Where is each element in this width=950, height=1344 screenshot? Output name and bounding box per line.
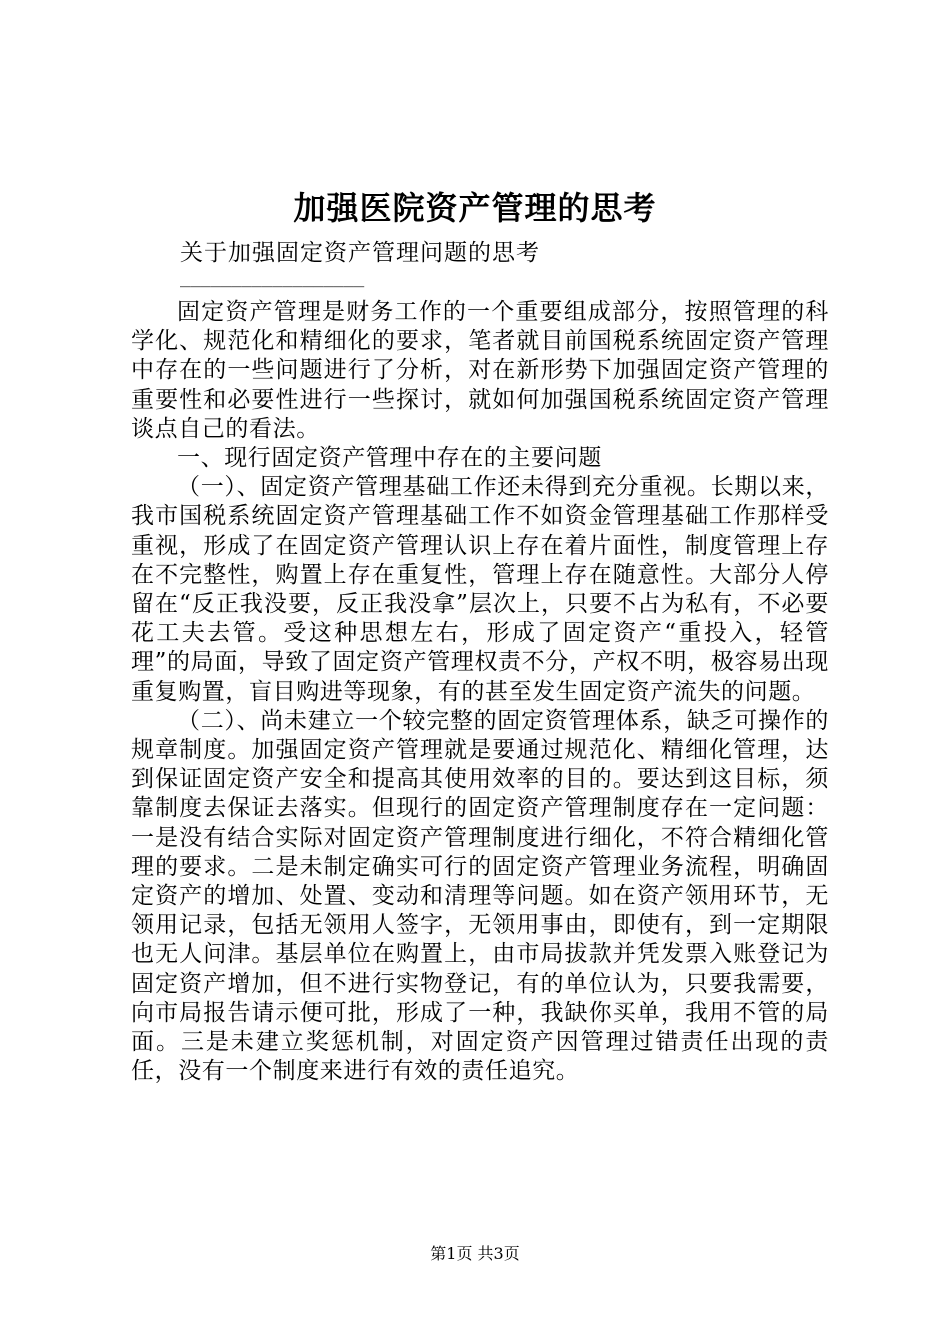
document-subtitle: 关于加强固定资产管理问题的思考 [180, 240, 540, 266]
document-title: 加强医院资产管理的思考 [293, 189, 657, 227]
divider-line: __________________ [180, 268, 365, 288]
paragraph-issue-2: （二）、尚未建立一个较完整的固定资管理体系，缺乏可操作的规章制度。加强固定资产管理就是要通过规范化、精细化管理，达到保证固定资产安全和提高其使用效率的目的。要达到这目标，须靠制度去保证去落实。但现行的固定资产管理制度存在一定问题：一是没有结合实际对固定资产管理制度进行细化，不符合精细化管理的要求。二是未制定确实可行的固定资产管理业务流程，明确固定资产的增加、处置、变动和清理等问题。如在资产领用环节，无领用记录，包括无领用人签字，无领用事由，即使有，到一定期限也无人问津。基层单位在购置上，由市局拔款并凭发票入账登记为固定资产增加，但不进行实物登记，有的单位认为，只要我需要，向市局报告请示便可批，形成了一种，我缺你买单，我用不管的局面。三是未建立奖惩机制，对固定资产因管理过错责任出现的责任，没有一个制度来进行有效的责任追究。 [131, 707, 829, 1085]
paragraph-issue-1: （一）、固定资产管理基础工作还未得到充分重视。长期以来，我市国税系统固定资产管理基础工作不如资金管理基础工作那样受重视，形成了在固定资产管理认识上存在着片面性，制度管理上存在不完整性，购置上存在重复性，管理上存在随意性。大部分人停留在“反正我没要，反正我没拿”层次上，只要不占为私有，不必要花工夫去管。受这种思想左右，形成了固定资产“重投入，轻管理”的局面，导致了固定资产管理权责不分，产权不明，极容易出现重复购置，盲目购进等现象，有的甚至发生固定资产流失的问题。 [131, 474, 829, 705]
paragraph-intro: 固定资产管理是财务工作的一个重要组成部分，按照管理的科学化、规范化和精细化的要求，笔者就目前国税系统固定资产管理中存在的一些问题进行了分析，对在新形势下加强固定资产管理的重要性和必要性进行一些探讨，就如何加强国税系统固定资产管理谈点自己的看法。 [131, 299, 829, 442]
document-body [131, 298, 829, 1086]
page-number-footer: 第1页 共3页 [430, 1244, 520, 1263]
section-heading-1: 一、现行固定资产管理中存在的主要问题 [177, 445, 602, 472]
